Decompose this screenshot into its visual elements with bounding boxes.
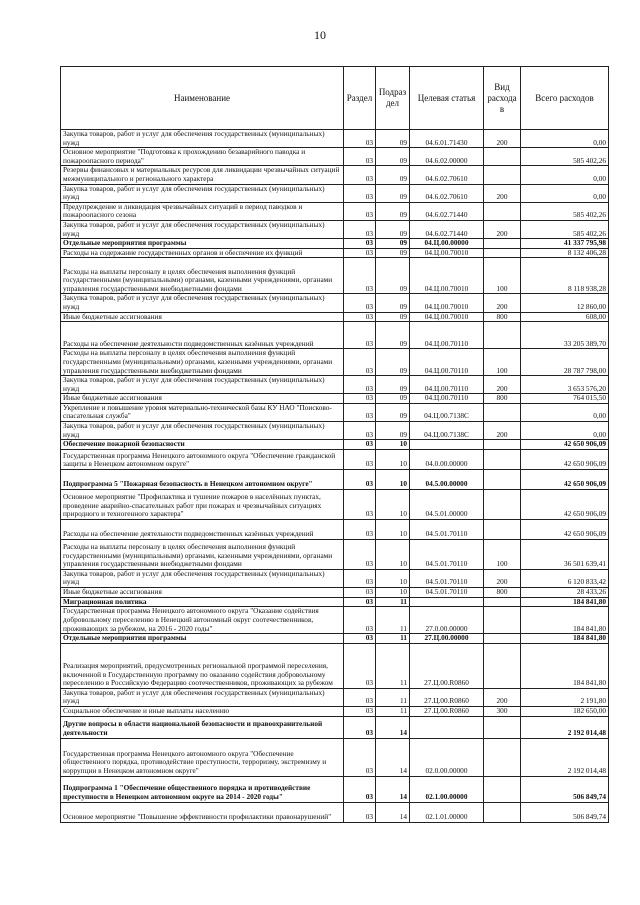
table-row	[61, 643, 609, 688]
table-body	[61, 130, 609, 823]
row-target-article: 04.5.01.00000	[410, 489, 484, 519]
row-name: Иные бюджетные ассигнования	[61, 394, 344, 404]
row-podrazdel: 14	[376, 802, 410, 822]
row-name: Расходы на выплаты персоналу в целях обеспечения выполнения функций государственными (муниципальными) органами, казенными учреждениями, органами управления государственными внебюджетными фондами	[61, 349, 344, 376]
row-podrazdel: 09	[376, 239, 410, 249]
row-total: 42 650 906,09	[521, 519, 609, 539]
row-target-article: 04.6.02.70610	[410, 184, 484, 202]
table-row	[61, 802, 609, 822]
row-expense-type: 100	[484, 349, 521, 376]
row-podrazdel: 10	[376, 588, 410, 598]
row-expense-type: 200	[484, 220, 521, 238]
row-podrazdel: 09	[376, 394, 410, 404]
row-target-article: 27.Ц.00.R0860	[410, 688, 484, 706]
row-name: Реализация мероприятий, предусмотренных региональной программой переселения, включенной в Государственную программу по оказанию содействия добровольному переселению в Российскую Федерацию соотечественников, проживающих за рубежом	[61, 643, 344, 688]
row-expense-type	[484, 403, 521, 421]
row-razdel: 03	[344, 403, 376, 421]
header-podrazdel: Подраз дел	[376, 67, 410, 130]
row-expense-type	[484, 643, 521, 688]
row-target-article: 02.1.01.00000	[410, 802, 484, 822]
row-expense-type: 800	[484, 312, 521, 322]
row-total: 36 501 639,41	[521, 539, 609, 569]
row-razdel: 03	[344, 148, 376, 166]
row-podrazdel: 09	[376, 184, 410, 202]
header-expense-type: Вид расхода в	[484, 67, 521, 130]
header-total: Всего расходов	[521, 67, 609, 130]
row-total: 12 860,00	[521, 294, 609, 312]
row-target-article: 04.5.01.70110	[410, 519, 484, 539]
row-name: Государственная программа Ненецкого автономного округа "Обеспечение гражданской защиты в Ненецком автономном округе"	[61, 449, 344, 469]
row-target-article: 02.0.00.00000	[410, 738, 484, 776]
table-row	[61, 403, 609, 421]
row-total: 506 849,74	[521, 802, 609, 822]
row-podrazdel: 09	[376, 294, 410, 312]
row-target-article: 04.Ц.00.7138С	[410, 403, 484, 421]
row-target-article	[410, 440, 484, 450]
row-name: Основное мероприятие "Повышение эффективности профилактики правонарушений"	[61, 802, 344, 822]
row-razdel: 03	[344, 707, 376, 717]
row-expense-type	[484, 489, 521, 519]
row-podrazdel: 09	[376, 248, 410, 258]
row-razdel: 03	[344, 394, 376, 404]
table-row	[61, 220, 609, 238]
row-razdel: 03	[344, 440, 376, 450]
row-expense-type: 800	[484, 588, 521, 598]
row-name: Основное мероприятие "Профилактика и тушение пожаров в населённых пунктах, проведение аварийно-спасательных работ при пожарах и чрезвычайных ситуациях природного и техногенного характера"	[61, 489, 344, 519]
table-row	[61, 597, 609, 607]
row-total: 0,00	[521, 184, 609, 202]
row-target-article: 04.Ц.00.70010	[410, 248, 484, 258]
table-header-row	[61, 67, 609, 130]
row-razdel: 03	[344, 166, 376, 184]
row-target-article: 04.5.00.00000	[410, 469, 484, 489]
row-name: Подпрограмма 1 "Обеспечение общественного порядка и противодействие преступности в Ненецком автономном округе на 2014 - 2020 годы"	[61, 776, 344, 802]
row-razdel: 03	[344, 202, 376, 220]
row-total: 182 650,00	[521, 707, 609, 717]
row-target-article: 04.Ц.00.70110	[410, 349, 484, 376]
row-expense-type: 200	[484, 422, 521, 440]
row-name: Закупка товаров, работ и услуг для обеспечения государственных (муниципальных) нужд	[61, 294, 344, 312]
row-total: 0,00	[521, 422, 609, 440]
row-podrazdel: 11	[376, 607, 410, 634]
table-row	[61, 184, 609, 202]
row-total: 0,00	[521, 130, 609, 148]
table-row	[61, 394, 609, 404]
row-razdel: 03	[344, 738, 376, 776]
row-podrazdel: 11	[376, 597, 410, 607]
row-name: Расходы на обеспечение деятельности подведомственных казённых учреждений	[61, 519, 344, 539]
row-total: 184 841,80	[521, 597, 609, 607]
table-row	[61, 349, 609, 376]
row-total: 41 337 795,98	[521, 239, 609, 249]
row-name: Закупка товаров, работ и услуг для обеспечения государственных (муниципальных) нужд	[61, 184, 344, 202]
row-name: Отдельные мероприятия программы	[61, 634, 344, 644]
row-razdel: 03	[344, 258, 376, 294]
row-expense-type	[484, 776, 521, 802]
row-expense-type	[484, 607, 521, 634]
row-target-article: 04.6.02.71440	[410, 202, 484, 220]
row-razdel: 03	[344, 539, 376, 569]
row-razdel: 03	[344, 184, 376, 202]
row-podrazdel: 09	[376, 322, 410, 349]
row-total: 6 120 833,42	[521, 569, 609, 587]
table-row	[61, 469, 609, 489]
row-target-article: 04.5.01.70110	[410, 539, 484, 569]
row-razdel: 03	[344, 349, 376, 376]
row-razdel: 03	[344, 688, 376, 706]
row-name: Расходы на обеспечение деятельности подведомственных казённых учреждений	[61, 322, 344, 349]
row-expense-type	[484, 469, 521, 489]
row-podrazdel: 09	[376, 376, 410, 394]
row-target-article: 27.Ц.00.00000	[410, 634, 484, 644]
row-name: Государственная программа Ненецкого автономного округа "Обеспечение общественного порядка, противодействие преступности, терроризму, экстремизму и коррупции в Ненецком автономном округе"	[61, 738, 344, 776]
table-row	[61, 148, 609, 166]
row-podrazdel: 10	[376, 489, 410, 519]
row-podrazdel: 14	[376, 738, 410, 776]
row-podrazdel: 10	[376, 449, 410, 469]
table-row	[61, 239, 609, 249]
row-total: 28 433,26	[521, 588, 609, 598]
row-name: Иные бюджетные ассигнования	[61, 312, 344, 322]
row-target-article: 02.1.00.00000	[410, 776, 484, 802]
table-row	[61, 776, 609, 802]
row-razdel: 03	[344, 248, 376, 258]
row-podrazdel: 10	[376, 440, 410, 450]
row-razdel: 03	[344, 449, 376, 469]
row-name: Обеспечение пожарной безопасности	[61, 440, 344, 450]
row-total: 608,00	[521, 312, 609, 322]
row-total: 42 650 906,09	[521, 440, 609, 450]
row-podrazdel: 09	[376, 312, 410, 322]
row-razdel: 03	[344, 376, 376, 394]
row-podrazdel: 10	[376, 539, 410, 569]
row-name: Укрепление и повышение уровня материально-технической базы КУ НАО "Поисково-спасательная служба"	[61, 403, 344, 421]
row-total: 0,00	[521, 166, 609, 184]
table-row	[61, 519, 609, 539]
row-expense-type: 200	[484, 130, 521, 148]
row-podrazdel: 11	[376, 643, 410, 688]
row-target-article: 04.6.02.00000	[410, 148, 484, 166]
row-podrazdel: 10	[376, 469, 410, 489]
row-razdel: 03	[344, 597, 376, 607]
row-total: 506 849,74	[521, 776, 609, 802]
row-expense-type	[484, 738, 521, 776]
row-razdel: 03	[344, 130, 376, 148]
row-target-article: 04.Ц.00.70010	[410, 312, 484, 322]
row-podrazdel: 10	[376, 519, 410, 539]
row-expense-type: 200	[484, 688, 521, 706]
table-row	[61, 294, 609, 312]
row-total: 42 650 906,09	[521, 489, 609, 519]
row-target-article	[410, 716, 484, 738]
row-expense-type	[484, 322, 521, 349]
row-name: Закупка товаров, работ и услуг для обеспечения государственных (муниципальных) нужд	[61, 376, 344, 394]
table-row	[61, 258, 609, 294]
row-name: Социальное обеспечение и иные выплаты населению	[61, 707, 344, 717]
row-total: 184 841,80	[521, 643, 609, 688]
row-total: 33 205 389,70	[521, 322, 609, 349]
row-total: 42 650 906,09	[521, 469, 609, 489]
row-podrazdel: 09	[376, 422, 410, 440]
row-total: 585 402,26	[521, 202, 609, 220]
row-total: 3 653 576,20	[521, 376, 609, 394]
row-razdel: 03	[344, 643, 376, 688]
row-expense-type	[484, 519, 521, 539]
row-total: 184 841,80	[521, 634, 609, 644]
header-razdel: Раздел	[344, 67, 376, 130]
row-total: 184 841,80	[521, 607, 609, 634]
row-name: Закупка товаров, работ и услуг для обеспечения государственных (муниципальных) нужд	[61, 130, 344, 148]
row-podrazdel: 09	[376, 148, 410, 166]
table-row	[61, 202, 609, 220]
row-target-article: 04.0.00.00000	[410, 449, 484, 469]
row-name: Резервы финансовых и материальных ресурсов для ликвидации чрезвычайных ситуаций межмуниципального и регионального характера	[61, 166, 344, 184]
row-total: 8 118 938,28	[521, 258, 609, 294]
row-podrazdel: 09	[376, 130, 410, 148]
row-expense-type	[484, 148, 521, 166]
row-razdel: 03	[344, 569, 376, 587]
row-podrazdel: 09	[376, 403, 410, 421]
row-expense-type	[484, 202, 521, 220]
row-target-article: 27.Ц.00.R0860	[410, 707, 484, 717]
row-podrazdel: 09	[376, 220, 410, 238]
row-razdel: 03	[344, 239, 376, 249]
row-expense-type: 100	[484, 539, 521, 569]
row-expense-type: 200	[484, 569, 521, 587]
row-razdel: 03	[344, 294, 376, 312]
row-razdel: 03	[344, 776, 376, 802]
row-total: 2 191,80	[521, 688, 609, 706]
row-expense-type	[484, 166, 521, 184]
row-name: Расходы на выплаты персоналу в целях обеспечения выполнения функций государственными (муниципальными) органами, казенными учреждениями, органами управления государственными внебюджетными фондами	[61, 539, 344, 569]
row-razdel: 03	[344, 220, 376, 238]
row-podrazdel: 09	[376, 166, 410, 184]
row-expense-type	[484, 248, 521, 258]
table-row	[61, 634, 609, 644]
row-podrazdel: 11	[376, 707, 410, 717]
row-target-article: 04.Ц.00.70110	[410, 376, 484, 394]
row-name: Закупка товаров, работ и услуг для обеспечения государственных (муниципальных) нужд	[61, 220, 344, 238]
row-name: Государственная программа Ненецкого автономного округа "Оказание содействия добровольному переселению в Ненецкий автономный округ соотечественников, проживающих за рубежом, на 2016 - 2020 годы"	[61, 607, 344, 634]
row-target-article: 04.5.01.70110	[410, 588, 484, 598]
row-target-article: 04.6.02.71440	[410, 220, 484, 238]
row-name: Расходы на выплаты персоналу в целях обеспечения выполнения функций государственными (муниципальными) органами, казенными учреждениями, органами управления государственными внебюджетными фондами	[61, 258, 344, 294]
table-row	[61, 569, 609, 587]
table-row	[61, 716, 609, 738]
row-target-article: 04.Ц.00.70110	[410, 322, 484, 349]
row-name: Подпрограмма 5 "Пожарная безопасность в Ненецком автономном округе"	[61, 469, 344, 489]
row-total: 8 132 406,28	[521, 248, 609, 258]
header-target-article: Целевая статья	[410, 67, 484, 130]
row-expense-type	[484, 597, 521, 607]
row-name: Предупреждение и ликвидация чрезвычайных ситуаций в период паводков и пожароопасного сезона	[61, 202, 344, 220]
row-podrazdel: 10	[376, 569, 410, 587]
row-razdel: 03	[344, 588, 376, 598]
row-razdel: 03	[344, 312, 376, 322]
row-target-article: 04.Ц.00.70110	[410, 394, 484, 404]
row-razdel: 03	[344, 607, 376, 634]
row-target-article: 27.Ц.00.R0860	[410, 643, 484, 688]
row-name: Расходы на содержание государственных органов и обеспечение их функций	[61, 248, 344, 258]
row-total: 28 787 798,00	[521, 349, 609, 376]
row-name: Миграционная политика	[61, 597, 344, 607]
row-name: Другие вопросы в области национальной безопасности и правоохранительной деятельности	[61, 716, 344, 738]
table-row	[61, 248, 609, 258]
table-row	[61, 312, 609, 322]
table-row	[61, 489, 609, 519]
page-number: 10	[314, 28, 326, 42]
row-podrazdel: 11	[376, 688, 410, 706]
table-row	[61, 607, 609, 634]
row-razdel: 03	[344, 716, 376, 738]
row-name: Основное мероприятие "Подготовка к прохождению безаварийного паводка и пожароопасного периода"	[61, 148, 344, 166]
row-razdel: 03	[344, 634, 376, 644]
row-target-article: 04.Ц.00.70010	[410, 294, 484, 312]
table-row	[61, 539, 609, 569]
table-row	[61, 688, 609, 706]
row-expense-type	[484, 239, 521, 249]
row-name: Закупка товаров, работ и услуг для обеспечения государственных (муниципальных) нужд	[61, 422, 344, 440]
budget-table	[60, 66, 609, 823]
row-name: Закупка товаров, работ и услуг для обеспечения государственных (муниципальных) нужд	[61, 688, 344, 706]
row-podrazdel: 11	[376, 634, 410, 644]
row-target-article: 04.Ц.00.7138С	[410, 422, 484, 440]
table-row	[61, 588, 609, 598]
row-razdel: 03	[344, 489, 376, 519]
row-target-article: 04.Ц.00.70010	[410, 258, 484, 294]
table-row	[61, 449, 609, 469]
row-target-article: 04.6.02.70610	[410, 166, 484, 184]
row-expense-type: 200	[484, 294, 521, 312]
table-row	[61, 376, 609, 394]
table-row	[61, 130, 609, 148]
row-podrazdel: 09	[376, 202, 410, 220]
row-total: 0,00	[521, 403, 609, 421]
row-expense-type: 100	[484, 258, 521, 294]
row-expense-type	[484, 440, 521, 450]
row-expense-type: 300	[484, 707, 521, 717]
row-razdel: 03	[344, 422, 376, 440]
row-expense-type	[484, 449, 521, 469]
row-podrazdel: 14	[376, 716, 410, 738]
row-razdel: 03	[344, 322, 376, 349]
row-target-article: 04.5.01.70110	[410, 569, 484, 587]
row-target-article: 04.Ц.00.00000	[410, 239, 484, 249]
table-row	[61, 707, 609, 717]
row-total: 2 192 014,48	[521, 716, 609, 738]
row-target-article: 27.0.00.00000	[410, 607, 484, 634]
table-row	[61, 440, 609, 450]
row-podrazdel: 09	[376, 349, 410, 376]
header-name: Наименование	[61, 67, 344, 130]
row-total: 764 015,50	[521, 394, 609, 404]
row-expense-type	[484, 716, 521, 738]
row-target-article	[410, 597, 484, 607]
row-razdel: 03	[344, 469, 376, 489]
row-podrazdel: 09	[376, 258, 410, 294]
row-name: Иные бюджетные ассигнования	[61, 588, 344, 598]
table-row	[61, 322, 609, 349]
row-name: Отдельные мероприятия программы	[61, 239, 344, 249]
row-expense-type	[484, 802, 521, 822]
row-total: 2 192 014,48	[521, 738, 609, 776]
row-podrazdel: 14	[376, 776, 410, 802]
row-target-article: 04.6.01.71430	[410, 130, 484, 148]
row-razdel: 03	[344, 802, 376, 822]
row-expense-type: 200	[484, 184, 521, 202]
row-expense-type: 800	[484, 394, 521, 404]
row-total: 585 402,26	[521, 220, 609, 238]
row-expense-type: 200	[484, 376, 521, 394]
row-razdel: 03	[344, 519, 376, 539]
table-row	[61, 166, 609, 184]
table-row	[61, 422, 609, 440]
table-row	[61, 738, 609, 776]
row-total: 585 402,26	[521, 148, 609, 166]
row-expense-type	[484, 634, 521, 644]
row-name: Закупка товаров, работ и услуг для обеспечения государственных (муниципальных) нужд	[61, 569, 344, 587]
row-total: 42 650 906,09	[521, 449, 609, 469]
